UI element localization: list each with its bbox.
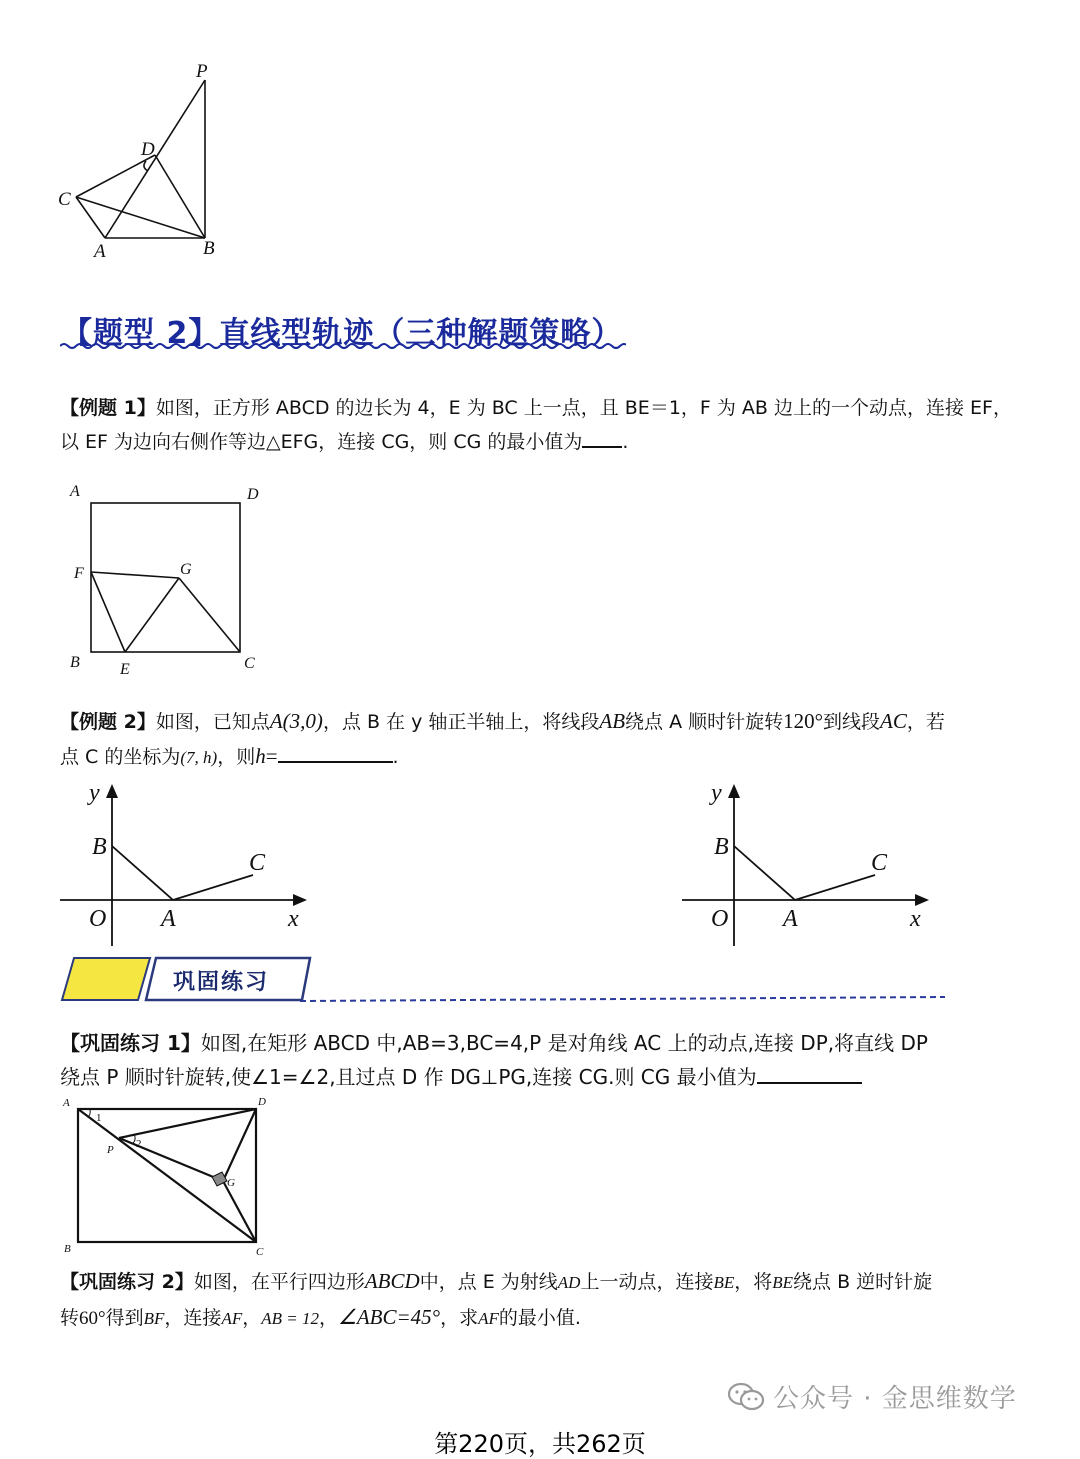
label-x: x	[288, 906, 299, 932]
var-h: h	[255, 744, 266, 768]
practice-2-text: ，求	[440, 1307, 479, 1329]
practice-2-text: 转	[60, 1307, 80, 1329]
segment-AF-math: AF	[221, 1309, 243, 1328]
equals-sign: =	[265, 744, 278, 768]
label-E: E	[120, 661, 130, 678]
label-angle-1: 1	[96, 1112, 102, 1124]
example-2-tag: 【例题 2】	[60, 711, 156, 733]
practice-2-text: 中，点 E 为射线	[419, 1271, 558, 1293]
segment-GC	[223, 1181, 256, 1242]
segment-AF-math: AF	[478, 1309, 499, 1328]
angle-mark	[144, 161, 148, 171]
answer-blank-2[interactable]	[278, 741, 393, 763]
example-1-tag: 【例题 1】	[60, 397, 156, 419]
practice-2-text: ，	[242, 1307, 262, 1329]
segment-CD	[76, 155, 155, 197]
angle-120: 120°	[783, 709, 824, 733]
label-P: P	[196, 61, 208, 82]
example-1-line2: 以 EF 为边向右侧作等边△EFG，连接 CG，则 CG 的最小值为	[60, 431, 583, 453]
practice-2-text: 得到	[105, 1307, 144, 1329]
practice-1-tag: 【巩固练习 1】	[60, 1031, 201, 1055]
segment-BE-math: BE	[713, 1273, 735, 1292]
example-2	[60, 704, 1025, 775]
practice-2-text: 上一动点，连接	[580, 1271, 714, 1293]
label-A: A	[783, 906, 798, 932]
angle-ABC-45: ∠ABC=45°	[338, 1305, 441, 1329]
segment-GC	[179, 578, 240, 652]
point-A-coord: A(3,0)	[269, 709, 323, 733]
label-A: A	[70, 483, 80, 500]
answer-blank-1[interactable]	[582, 426, 622, 448]
practice-2	[60, 1264, 1025, 1336]
label-C: C	[256, 1246, 264, 1258]
x-arrow	[915, 894, 929, 906]
label-G: G	[227, 1177, 235, 1189]
segment-CA	[76, 197, 105, 238]
label-B: B	[203, 238, 215, 259]
segment-BF-math: BF	[143, 1309, 165, 1328]
label-y: y	[711, 780, 722, 806]
label-angle-2: 2	[136, 1138, 142, 1150]
label-D: D	[141, 139, 155, 160]
label-C: C	[249, 850, 266, 876]
segment-AC	[795, 875, 875, 900]
segment-PG	[119, 1138, 223, 1181]
label-C: C	[244, 655, 255, 672]
banner-dashed-line	[300, 997, 945, 1001]
example-2-text: 到线段	[823, 711, 881, 733]
AB-equals-12: AB = 12	[261, 1309, 319, 1328]
segment-BA	[734, 846, 795, 900]
ray-AD-math: AD	[557, 1273, 581, 1292]
label-G: G	[180, 561, 192, 578]
yellow-parallelogram	[62, 958, 150, 1000]
label-B: B	[70, 654, 80, 671]
label-C: C	[58, 189, 71, 210]
shape-ABCD-math: ABCD	[364, 1269, 420, 1293]
figure-square	[60, 478, 280, 683]
example-2-text: ，若	[906, 711, 945, 733]
label-O: O	[711, 906, 729, 932]
segment-BA	[112, 846, 173, 900]
figure-axes-left	[55, 778, 315, 948]
label-A: A	[63, 1097, 70, 1109]
example-2-text: ，则	[217, 746, 256, 768]
segment-DG	[223, 1109, 256, 1181]
wechat-icon	[727, 1381, 765, 1413]
label-B: B	[64, 1243, 71, 1255]
figure-axes-right	[677, 778, 937, 948]
label-P: P	[107, 1144, 114, 1156]
answer-blank-3[interactable]	[757, 1062, 862, 1084]
label-D: D	[258, 1096, 266, 1108]
figure-top	[50, 55, 250, 265]
practice-label: 巩固练习	[173, 970, 270, 995]
label-B: B	[714, 834, 729, 860]
segment-PD	[119, 1109, 256, 1138]
practice-2-text: ，将	[734, 1271, 773, 1293]
y-arrow	[106, 784, 118, 798]
practice-1-line1: 如图,在矩形 ABCD 中,AB=3,BC=4,P 是对角线 AC 上的动点,连接 DP,将直线 DP	[200, 1031, 928, 1055]
label-A: A	[161, 906, 176, 932]
point-C-coord: (7, h)	[180, 748, 218, 767]
angle-60: 60°	[79, 1308, 106, 1329]
x-arrow	[293, 894, 307, 906]
heading-wavy-underline	[60, 342, 626, 350]
example-1-end: .	[622, 431, 629, 453]
practice-1	[60, 1026, 1025, 1094]
practice-2-text: 如图，在平行四边形	[193, 1271, 365, 1293]
section-heading: 【题型 2】直线型轨迹（三种解题策略）	[62, 316, 623, 351]
page-footer: 第220页，共262页	[434, 1430, 646, 1458]
label-O: O	[89, 906, 107, 932]
y-arrow	[728, 784, 740, 798]
practice-2-text: 绕点 B 逆时针旋	[793, 1271, 933, 1293]
example-2-text: 绕点 A 顺时针旋转	[625, 711, 784, 733]
label-A: A	[94, 241, 106, 262]
practice-1-line2: 绕点 P 顺时针旋转,使∠1=∠2,且过点 D 作 DG⊥PG,连接 CG.则 CG 最小值为	[60, 1065, 757, 1089]
watermark-line	[727, 1378, 1017, 1415]
label-x: x	[910, 906, 921, 932]
example-2-end: .	[392, 746, 399, 768]
example-1	[60, 391, 1025, 459]
segment-DB	[155, 155, 205, 238]
practice-2-tag: 【巩固练习 2】	[60, 1271, 194, 1293]
label-y: y	[89, 780, 100, 806]
segment-AB-math: AB	[599, 709, 626, 733]
segment-FG	[91, 572, 179, 578]
segment-BE-math: BE	[772, 1273, 794, 1292]
watermark-text: 公众号 · 金思维数学	[773, 1384, 1017, 1414]
example-2-text: 如图，已知点	[155, 711, 270, 733]
label-D: D	[247, 486, 259, 503]
practice-2-text: 的最小值.	[498, 1307, 581, 1329]
label-B: B	[92, 834, 107, 860]
segment-FE	[91, 572, 125, 652]
example-2-text: 点 C 的坐标为	[60, 746, 181, 768]
segment-AC	[173, 875, 253, 900]
segment-EG	[125, 578, 179, 652]
example-2-text: ，点 B 在 y 轴正半轴上，将线段	[322, 711, 600, 733]
segment-CB	[76, 197, 205, 238]
example-1-line1: 如图，正方形 ABCD 的边长为 4，E 为 BC 上一点，且 BE＝1，F 为 AB 边上的一个动点，连接 EF，	[155, 397, 1012, 419]
segment-AC-math: AC	[880, 709, 907, 733]
label-F: F	[74, 565, 84, 582]
label-C: C	[871, 850, 888, 876]
figure-rectangle	[60, 1092, 280, 1262]
practice-2-text: ，	[318, 1307, 338, 1329]
practice-2-text: ，连接	[164, 1307, 222, 1329]
